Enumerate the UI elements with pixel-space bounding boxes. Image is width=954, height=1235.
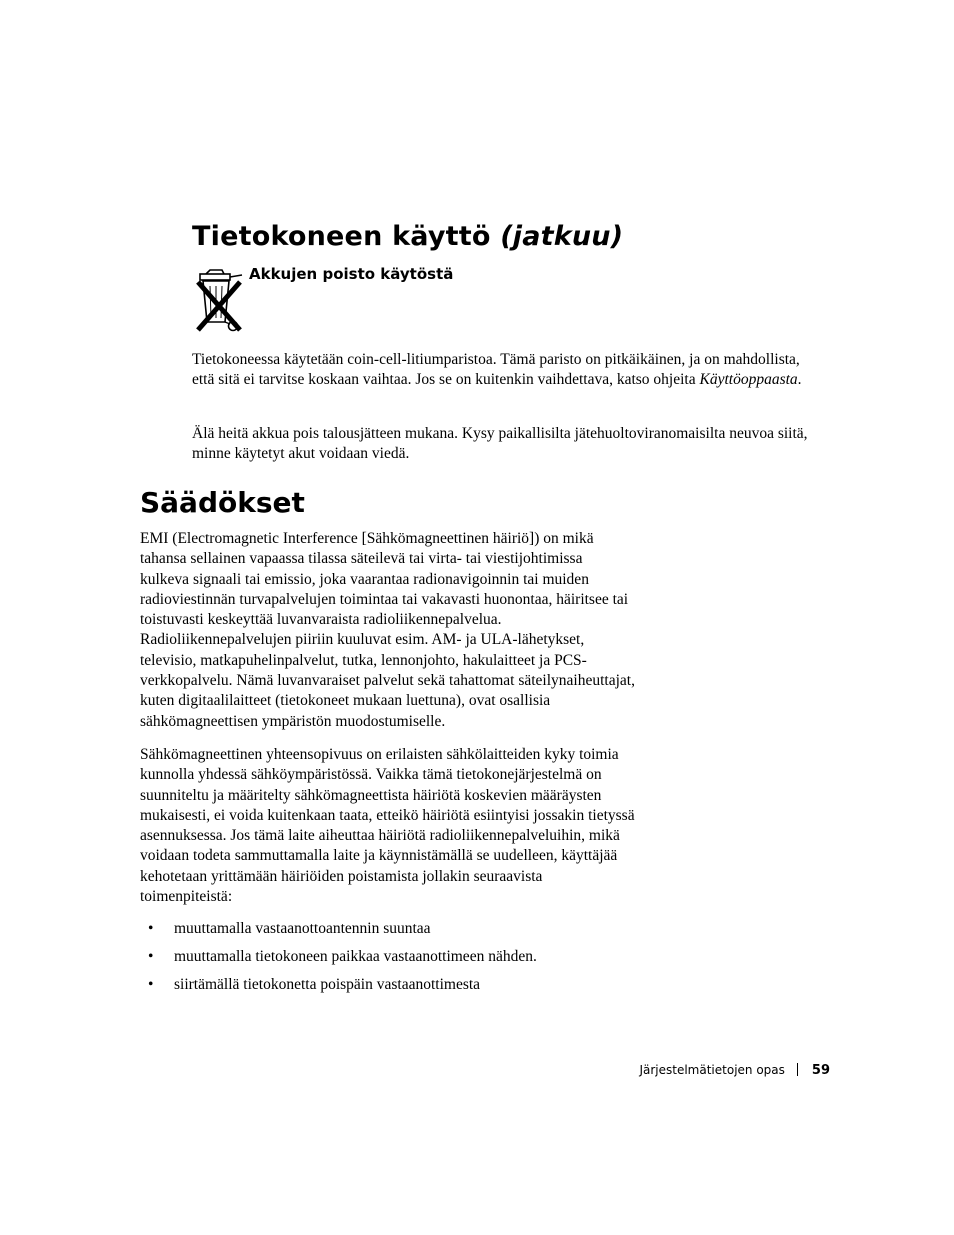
battery-paragraph-text: Tietokoneessa käytetään coin-cell-litiumparistoa. Tämä paristo on pitkäikäinen, ja on mahdollista, että sitä ei tarvitse koskaan vaihtaa. Jos se on kuitenkin vaihdettava, katso ohjeita [192, 351, 800, 389]
emc-paragraph: Sähkömagneettinen yhteensopivuus on erilaisten sähkölaitteiden kyky toimia kunnolla yhdessä sähköympäristössä. Vaikka tämä tietokonejärjestelmä on suunniteltu ja määritelty sähkömagneettista häiriötä koskevien määräysten mukaisesti, ei voida kuitenkaan taata, etteikö häiriötä esiintyisi jossakin tietyssä asennuksessa. Jos tämä laite aiheuttaa häiriötä radioliikennepalveluihin, mikä voidaan todeta sammuttamalla laite ja käynnistämällä se uudelleen, käyttäjää kehotetaan yrittämään häiriöiden poistamista jollakin seuraavista toimenpiteistä: [140, 746, 635, 906]
emi-paragraph: EMI (Electromagnetic Interference [Sähkömagneettinen häiriö]) on mikä tahansa sellainen vapaassa tilassa säteilevä tai virta- tai viestijohtimissa kulkeva signaali tai emissio, joka vaarantaa radionavigoinnin tai muiden radioviestinnän turvapalvelujen toimintaa tai vakavasti huonontaa, häiritsee tai toistuvasti keskeyttää luvanvaraista radioliikennepalvelua. Radioliikennepalvelujen piiriin kuuluvat esim. AM- ja ULA-lähetykset, televisio, matkapuhelinpalvelut, tutka, lennonjohto, hakulaitteet ja PCS-verkkopalvelu. Nämä luvanvaraiset palvelut sekä tahattomat säteilynaiheuttajat, kuten digitaalilaitteet (tietokoneet mukaan luettuna), ovat osallisia sähkömagneettisen ympäristön muodostumiselle. [140, 530, 635, 730]
battery-disposal-paragraph: Älä heitä akkua pois talousjätteen mukana. Kysy paikallisilta jätehuoltoviranomaisilta neuvoa siitä, minne käytetyt akut voidaan viedä. [192, 425, 808, 463]
page-footer [600, 1061, 830, 1080]
manual-reference: Käyttöoppaasta [699, 371, 798, 389]
list-item-text: muuttamalla tietokoneen paikkaa vastaanottimeen nähden. [174, 948, 537, 965]
battery-paragraph-end: . [797, 371, 802, 389]
list-item [140, 919, 700, 939]
page-heading [192, 221, 623, 252]
list-item [140, 975, 700, 995]
bullet-marker: • [148, 948, 154, 965]
list-item [140, 947, 700, 967]
page-heading-continued: (jatkuu) [500, 221, 624, 252]
bullet-marker: • [148, 976, 154, 993]
battery-disposal-heading: Akkujen poisto käytöstä [249, 265, 454, 283]
page-heading-main: Tietokoneen käyttö [192, 221, 501, 252]
battery-paragraph [192, 350, 812, 391]
footer-divider [797, 1063, 798, 1076]
crossed-out-wheeled-bin-icon [196, 268, 244, 334]
bullet-marker: • [148, 920, 154, 937]
list-item-text: siirtämällä tietokonetta poispäin vastaanottimesta [174, 976, 481, 993]
list-item-text: muuttamalla vastaanottoantennin suuntaa [174, 920, 431, 937]
page-number: 59 [811, 1063, 830, 1078]
remedy-list [140, 919, 700, 1003]
guide-title: Järjestelmätietojen opas [639, 1063, 785, 1077]
regulations-heading: Säädökset [140, 486, 305, 519]
